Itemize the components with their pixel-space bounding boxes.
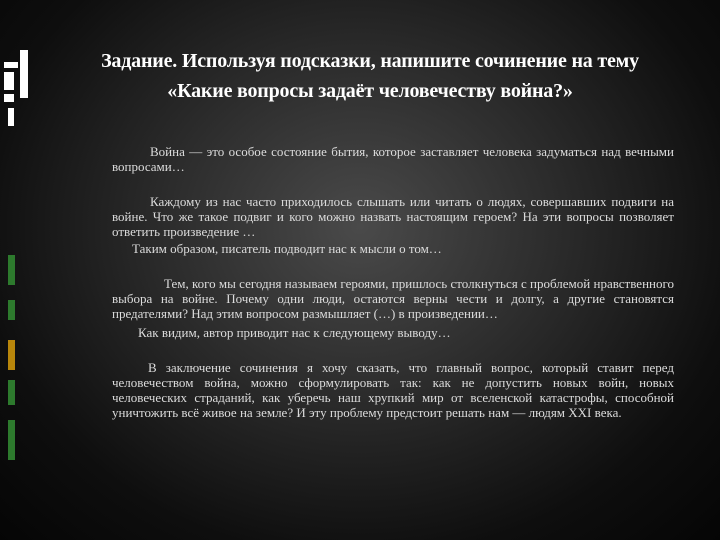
left-accent-3 [8, 340, 15, 370]
paragraph-3: Таким образом, писатель подводит нас к мысли о том… [132, 241, 442, 256]
slide-body [112, 144, 674, 420]
decor-bar-a [4, 62, 18, 68]
paragraph-2: Каждому из нас часто приходилось слышать или читать о людях, совершавших подвиги на войне. Что же такое подвиг и кого можно назвать настоящим героем? На эти вопросы позволяет ответить произведение … [112, 194, 674, 239]
paragraph-6: В заключение сочинения я хочу сказать, что главный вопрос, который ставит перед человечеством война, можно сформулировать так: как не допустить новых войн, новых человеческих страданий, как уберечь наш хрупкий мир от вселенской катастрофы, способной уничтожить всё живое на земле? И эту проблему предстоит решать нам — людям XXI века. [112, 360, 674, 420]
paragraph-5: Как видим, автор приводит нас к следующему выводу… [138, 325, 451, 340]
left-accent-1 [8, 255, 15, 285]
slide-title: Задание. Используя подсказки, напишите сочинение на тему «Какие вопросы задаёт человечеству война?» [101, 50, 639, 102]
decor-bar-b [20, 50, 28, 98]
decor-bar-d [4, 94, 14, 102]
left-accent-2 [8, 300, 15, 320]
left-accent-5 [8, 420, 15, 460]
paragraph-1: Война — это особое состояние бытия, которое заставляет человека задуматься над вечными вопросами… [112, 144, 674, 174]
decor-bar-e [8, 108, 14, 126]
paragraph-4: Тем, кого мы сегодня называем героями, пришлось столкнуться с проблемой нравственного выбора на войне. Почему одни люди, остаются верны чести и долгу, а другие становятся предателями? Над этим вопросом размышляет (…) в произведении… [112, 276, 674, 321]
decor-bar-c [4, 72, 14, 90]
left-accent-4 [8, 380, 15, 405]
